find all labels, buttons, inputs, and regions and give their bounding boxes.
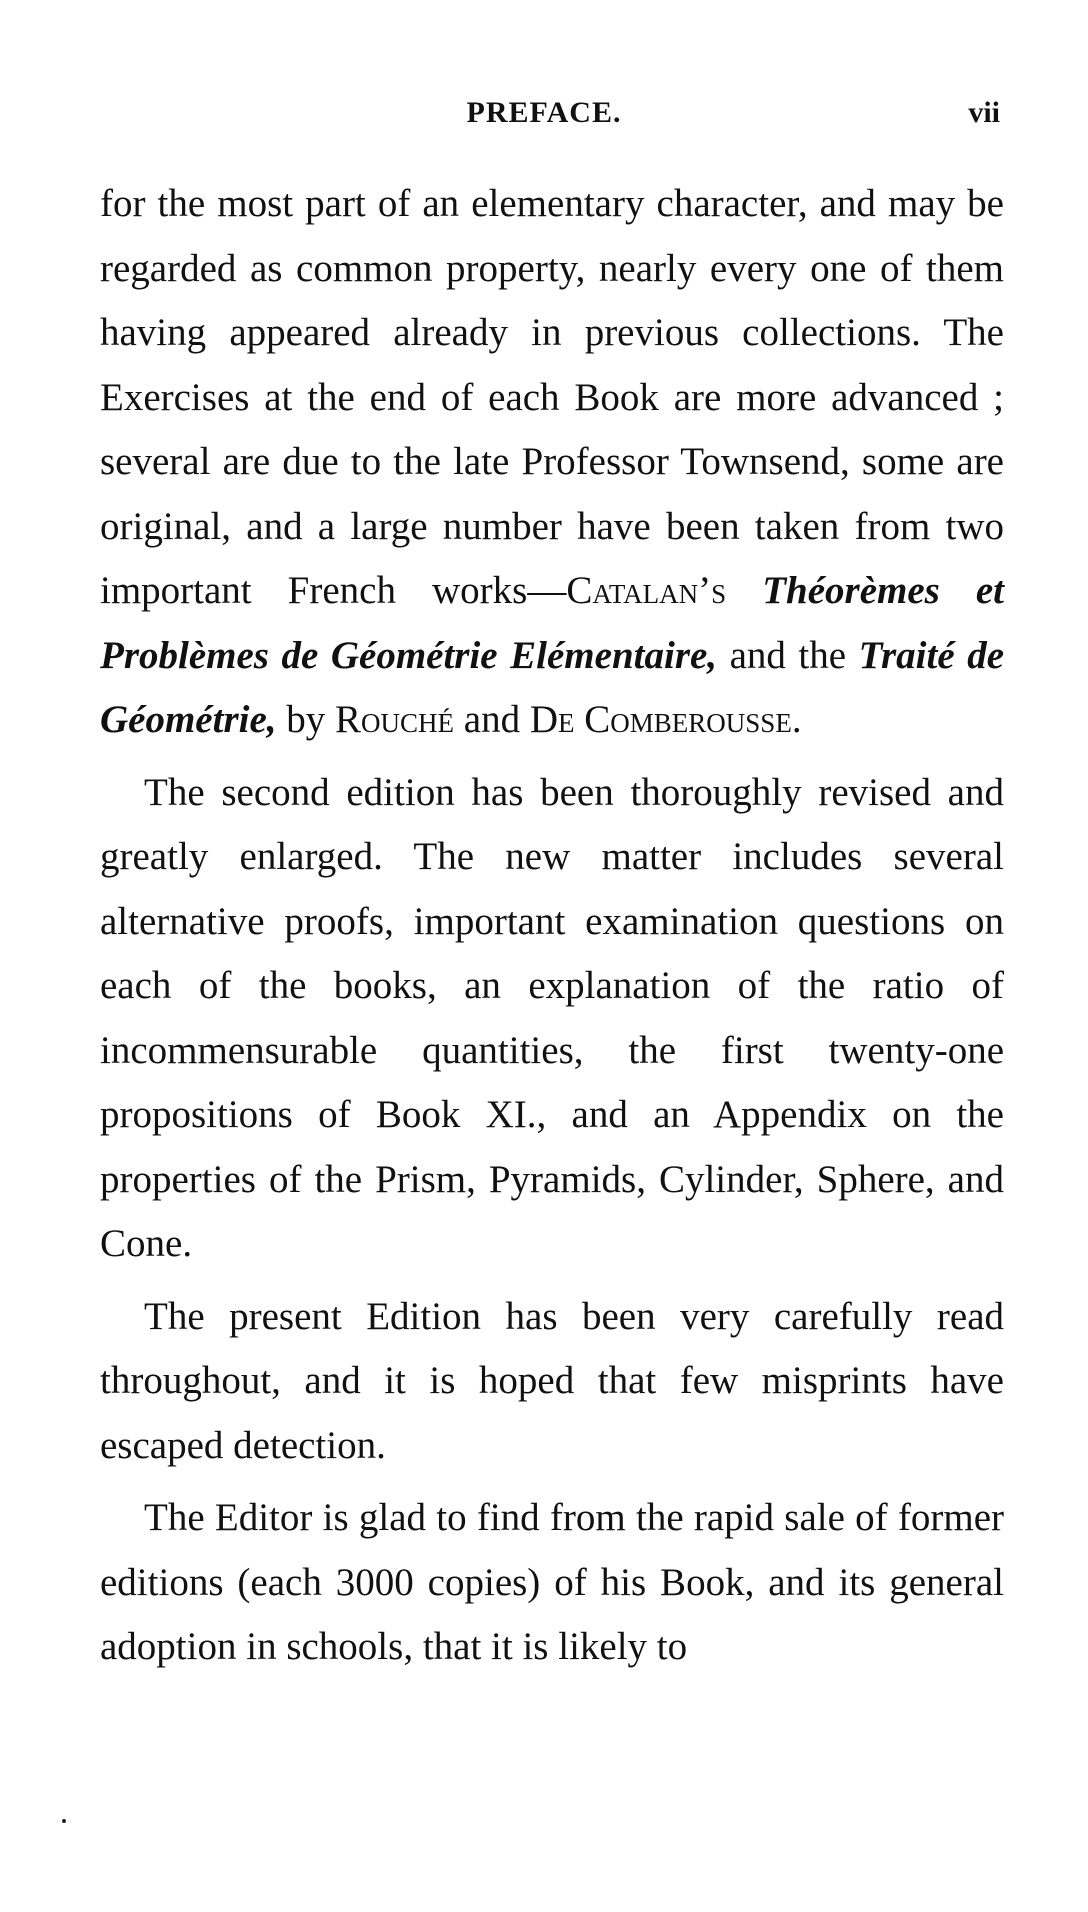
title-traite: Traité de Géométrie, [100, 633, 1004, 741]
paragraph-3: The present Edition has been very carefully read throughout, and it is hoped that few misprints have escaped detection. [100, 1294, 1004, 1467]
paragraph-1-text-c: by [276, 698, 336, 741]
paragraph-1-text-b: and the [717, 633, 859, 677]
print-speck [62, 1819, 66, 1823]
paragraph-1-text-a: for the most part of an elementary character, and may be regarded as common property, nearly every one of them having appeared already in previous collections. The Exercises at the end of each Book are more advanced ; several are due to the late Professor Townsend, some are original, and a large number have been taken from two important French works— [100, 182, 1004, 612]
preface-body [100, 172, 1004, 1680]
paragraph-1-text-d: and [454, 698, 530, 741]
running-head: PREFACE. [466, 96, 622, 129]
paragraph-2: The second edition has been thoroughly revised and greatly enlarged. The new matter includes several alternative proofs, important examination questions on each of the books, an explanation of the ratio of incommensurable quantities, the first twenty-one propositions of Book XI., and an Appendix on the properties of the Prism, Pyramids, Cylinder, Sphere, and Cone. [100, 770, 1004, 1265]
paragraph-1 [100, 172, 1004, 753]
author-de-comberousse: De Comberousse. [529, 698, 802, 741]
author-catalan: Catalan’s [566, 569, 727, 612]
title-theoremes: Théorèmes et Problèmes de Géométrie Elémentaire, [100, 569, 1005, 677]
paragraph-4: The Editor is glad to find from the rapid sale of former editions (each 3000 copies) of his Book, and its general adoption in schools, that it is likely to [100, 1496, 1004, 1668]
author-rouche: Rouché [335, 698, 455, 741]
page-number: vii [968, 96, 1000, 129]
page-header [0, 96, 1088, 136]
